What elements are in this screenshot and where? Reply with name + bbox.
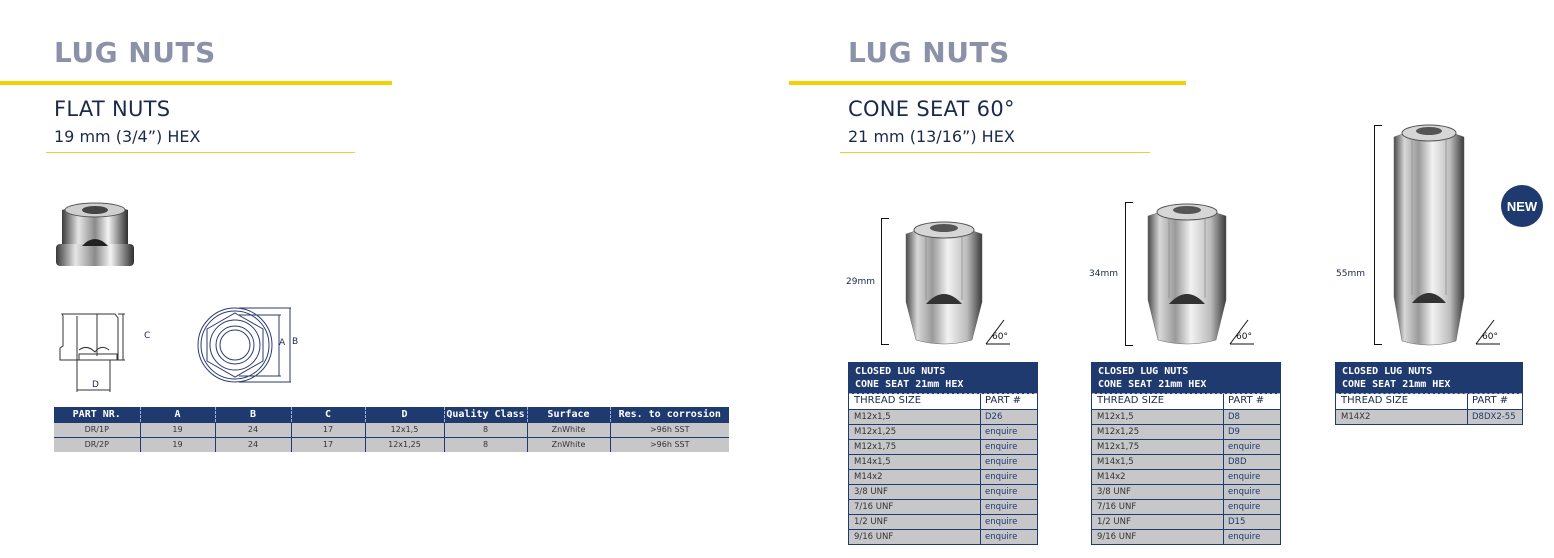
col-a: A <box>140 407 215 422</box>
cell-part-number: enquire <box>1228 487 1261 497</box>
height-label-55mm: 55mm <box>1336 269 1365 279</box>
closed-lug-nuts-table-29mm <box>848 362 1038 545</box>
table-row <box>849 409 1037 424</box>
dim-label-d: D <box>92 380 99 390</box>
col-surface: Surface <box>527 407 610 422</box>
cell-thread-size: M12x1,25 <box>1092 425 1224 439</box>
cell-part-number: enquire <box>985 457 1018 467</box>
cell-thread-size: 9/16 UNF <box>1092 530 1224 544</box>
cell-thread-size: M14X2 <box>1336 410 1468 424</box>
closed-lug-nuts-table-55mm <box>1335 362 1523 425</box>
height-bracket-29mm <box>881 218 889 345</box>
col-res-to-corrosion: Res. to corrosion <box>610 407 729 422</box>
table-header-row <box>1092 394 1280 409</box>
cell-part-number: enquire <box>985 517 1018 527</box>
table-row <box>849 424 1037 439</box>
left-section-subtitle: 19 mm (3/4”) HEX <box>54 127 201 146</box>
lug-nut-29mm-photo <box>896 218 992 346</box>
cell-a: 19 <box>140 422 215 437</box>
cell-part-nr: DR/2P <box>54 437 140 452</box>
cell-c: 17 <box>291 422 365 437</box>
cell-part-number: enquire <box>1228 532 1261 542</box>
cell-a: 19 <box>140 437 215 452</box>
table-row <box>849 484 1037 499</box>
cell-part-nr: DR/1P <box>54 422 140 437</box>
col-part-number: PART # <box>985 395 1022 406</box>
table-row <box>849 529 1037 544</box>
cell-b: 24 <box>215 422 291 437</box>
dim-label-c: C <box>144 331 151 341</box>
table-row <box>849 469 1037 484</box>
table-row <box>1092 514 1280 529</box>
cell-part-number: D9 <box>1228 427 1240 437</box>
height-bracket-34mm <box>1125 202 1133 346</box>
cell-thread-size: 7/16 UNF <box>849 500 981 514</box>
cell-thread-size: M12x1,5 <box>849 410 981 424</box>
flat-nut-photo <box>52 198 138 274</box>
cell-thread-size: M12x1,75 <box>1092 440 1224 454</box>
height-label-29mm: 29mm <box>846 277 875 287</box>
cell-thread-size: M14x1,5 <box>1092 455 1224 469</box>
lug-nut-34mm-photo <box>1138 200 1236 346</box>
table-row <box>849 514 1037 529</box>
cell-d: 12x1,25 <box>365 437 444 452</box>
cell-thread-size: 1/2 UNF <box>1092 515 1224 529</box>
cell-b: 24 <box>215 437 291 452</box>
table-row <box>1092 469 1280 484</box>
left-subtitle-rule <box>46 152 355 153</box>
cell-thread-size: M12x1,75 <box>849 440 981 454</box>
table-row <box>1092 424 1280 439</box>
cell-thread-size: 1/2 UNF <box>849 515 981 529</box>
table-row <box>849 454 1037 469</box>
cell-part-number: enquire <box>1228 442 1261 452</box>
flat-nuts-spec-table <box>54 407 729 452</box>
cell-part-number: enquire <box>985 427 1018 437</box>
cell-part-number: D15 <box>1228 517 1246 527</box>
cell-part-number: D8D <box>1228 457 1247 467</box>
table-title-line1: CLOSED LUG NUTS <box>1098 366 1189 377</box>
angle-label-55mm: 60° <box>1482 332 1498 342</box>
table-row <box>849 499 1037 514</box>
cell-thread-size: M12x1,25 <box>849 425 981 439</box>
col-part-number: PART # <box>1472 395 1509 406</box>
height-bracket-55mm <box>1374 125 1382 345</box>
table-row <box>54 422 729 437</box>
cell-thread-size: 9/16 UNF <box>849 530 981 544</box>
cell-thread-size: M12x1,5 <box>1092 410 1224 424</box>
col-thread-size: THREAD SIZE <box>849 394 981 409</box>
closed-lug-nuts-table-34mm <box>1091 362 1281 545</box>
cell-part-number: enquire <box>985 472 1018 482</box>
dim-label-a: A <box>279 338 286 348</box>
cell-quality-class: 8 <box>444 437 527 452</box>
table-title <box>1336 363 1522 394</box>
cell-thread-size: M14x2 <box>849 470 981 484</box>
spec-table-header-row <box>54 407 729 422</box>
left-title-rule <box>0 81 392 85</box>
cell-thread-size: 3/8 UNF <box>1092 485 1224 499</box>
col-part-number: PART # <box>1228 395 1265 406</box>
table-row <box>54 437 729 452</box>
table-title <box>1092 363 1280 394</box>
new-badge: NEW <box>1501 185 1543 227</box>
table-row <box>1092 499 1280 514</box>
col-b: B <box>215 407 291 422</box>
right-section-subtitle: 21 mm (13/16”) HEX <box>848 127 1015 146</box>
left-page-title: LUG NUTS <box>54 36 216 69</box>
height-label-34mm: 34mm <box>1089 269 1118 279</box>
table-title <box>849 363 1037 394</box>
col-c: C <box>291 407 365 422</box>
cell-part-number: enquire <box>1228 472 1261 482</box>
cell-part-number: enquire <box>985 442 1018 452</box>
col-part-nr: PART NR. <box>54 407 140 422</box>
table-row <box>849 439 1037 454</box>
col-thread-size: THREAD SIZE <box>1092 394 1224 409</box>
cell-thread-size: 7/16 UNF <box>1092 500 1224 514</box>
table-header-row <box>1336 394 1522 409</box>
right-subtitle-rule <box>840 152 1150 153</box>
cell-part-number: enquire <box>985 487 1018 497</box>
table-row <box>1092 454 1280 469</box>
table-row <box>1092 484 1280 499</box>
cell-thread-size: 3/8 UNF <box>849 485 981 499</box>
cell-surface: ZnWhite <box>527 437 610 452</box>
cell-part-number: enquire <box>985 502 1018 512</box>
col-thread-size: THREAD SIZE <box>1336 394 1468 409</box>
right-page-title: LUG NUTS <box>848 36 1010 69</box>
cell-res-to-corrosion: >96h SST <box>610 437 729 452</box>
table-row <box>1336 409 1522 424</box>
cell-res-to-corrosion: >96h SST <box>610 422 729 437</box>
cell-part-number: D8 <box>1228 412 1240 422</box>
table-title-line1: CLOSED LUG NUTS <box>1342 366 1433 377</box>
cell-surface: ZnWhite <box>527 422 610 437</box>
angle-label-34mm: 60° <box>1236 332 1252 342</box>
left-section-title: FLAT NUTS <box>54 97 171 121</box>
angle-label-29mm: 60° <box>992 332 1008 342</box>
table-title-line2: CONE SEAT 21mm HEX <box>1098 379 1207 390</box>
right-section-title: CONE SEAT 60° <box>848 97 1015 121</box>
col-quality-class: Quality Class <box>444 407 527 422</box>
table-header-row <box>849 394 1037 409</box>
cell-part-number: enquire <box>985 532 1018 542</box>
cell-d: 12x1,5 <box>365 422 444 437</box>
cell-part-number: D26 <box>985 412 1003 422</box>
table-row <box>1092 409 1280 424</box>
cell-thread-size: M14x2 <box>1092 470 1224 484</box>
table-row <box>1092 529 1280 544</box>
table-title-line1: CLOSED LUG NUTS <box>855 366 946 377</box>
dim-label-b: B <box>292 337 299 347</box>
table-title-line2: CONE SEAT 21mm HEX <box>855 379 964 390</box>
cell-c: 17 <box>291 437 365 452</box>
col-d: D <box>365 407 444 422</box>
right-title-rule <box>789 81 1186 85</box>
table-title-line2: CONE SEAT 21mm HEX <box>1342 379 1451 390</box>
cell-thread-size: M14x1,5 <box>849 455 981 469</box>
cell-part-number: enquire <box>1228 502 1261 512</box>
cell-part-number: D8DX2-55 <box>1472 412 1516 422</box>
table-row <box>1092 439 1280 454</box>
flat-nut-side-drawing <box>55 310 155 396</box>
lug-nut-55mm-photo <box>1386 121 1472 347</box>
cell-quality-class: 8 <box>444 422 527 437</box>
